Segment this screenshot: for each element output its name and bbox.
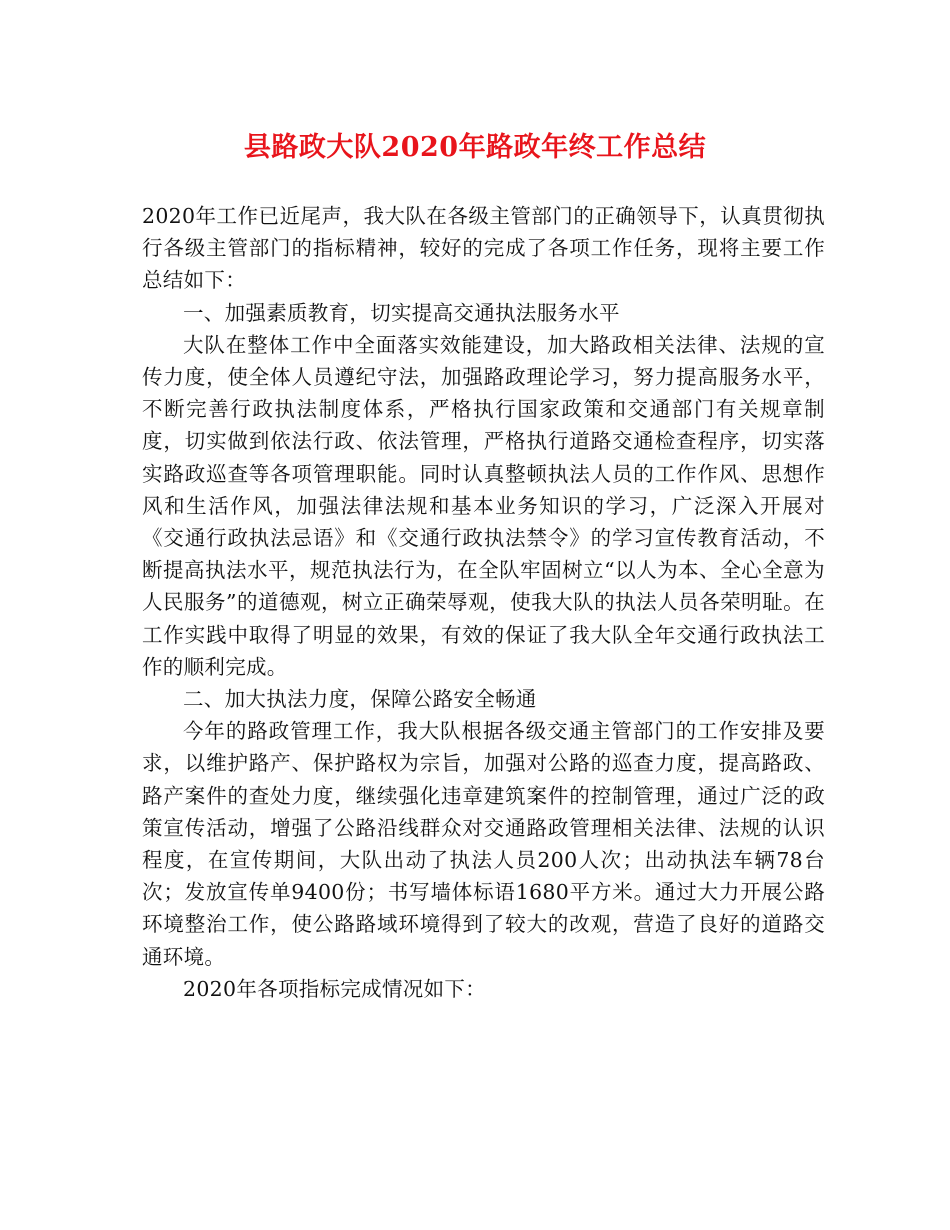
section-2-paragraph: 今年的路政管理工作，我大队根据各级交通主管部门的工作安排及要求，以维护路产、保护路权为宗旨，加强对公路的巡查力度，提高路政、路产案件的查处力度，继续强化违章建筑案件的控制管理，通过广泛的政策宣传活动，增强了公路沿线群众对交通路政管理相关法律、法规的认识程度，在宣传期间，大队出动了执法人员200人次；出动执法车辆78台次；发放宣传单9400份；书写墙体标语1680平方米。通过大力开展公路环境整治工作，使公路路域环境得到了较大的改观，营造了良好的道路交通环境。 xyxy=(142,719,825,969)
section-heading-2: 二、加大执法力度，保障公路安全畅通 xyxy=(183,687,537,712)
section-1-paragraph: 大队在整体工作中全面落实效能建设，加大路政相关法律、法规的宣传力度，使全体人员遵纪守法，加强路政理论学习，努力提高服务水平，不断完善行政执法制度体系，严格执行国家政策和交通部门有关规章制度，切实做到依法行政、依法管理，严格执行道路交通检查程序，切实落实路政巡查等各项管理职能。同时认真整顿执法人员的工作作风、思想作风和生活作风，加强法律法规和基本业务知识的学习，广泛深入开展对《交通行政执法忌语》和《交通行政执法禁令》的学习宣传教育活动，不断提高执法水平，规范执法行为，在全队牢固树立“以人为本、全心全意为人民服务”的道德观，树立正确荣辱观，使我大队的执法人员各荣明耻。在工作实践中取得了明显的效果，有效的保证了我大队全年交通行政执法工作的顺利完成。 xyxy=(142,332,825,679)
indicators-intro-paragraph: 2020年各项指标完成情况如下： xyxy=(183,976,486,1001)
section-heading-1: 一、加强素质教育，切实提高交通执法服务水平 xyxy=(183,300,620,325)
document-title: 县路政大队2020年路政年终工作总结 xyxy=(243,132,707,163)
document-body xyxy=(142,200,825,1005)
intro-paragraph: 2020年工作已近尾声，我大队在各级主管部门的正确领导下，认真贯彻执行各级主管部门的指标精神，较好的完成了各项工作任务，现将主要工作总结如下： xyxy=(142,204,825,293)
